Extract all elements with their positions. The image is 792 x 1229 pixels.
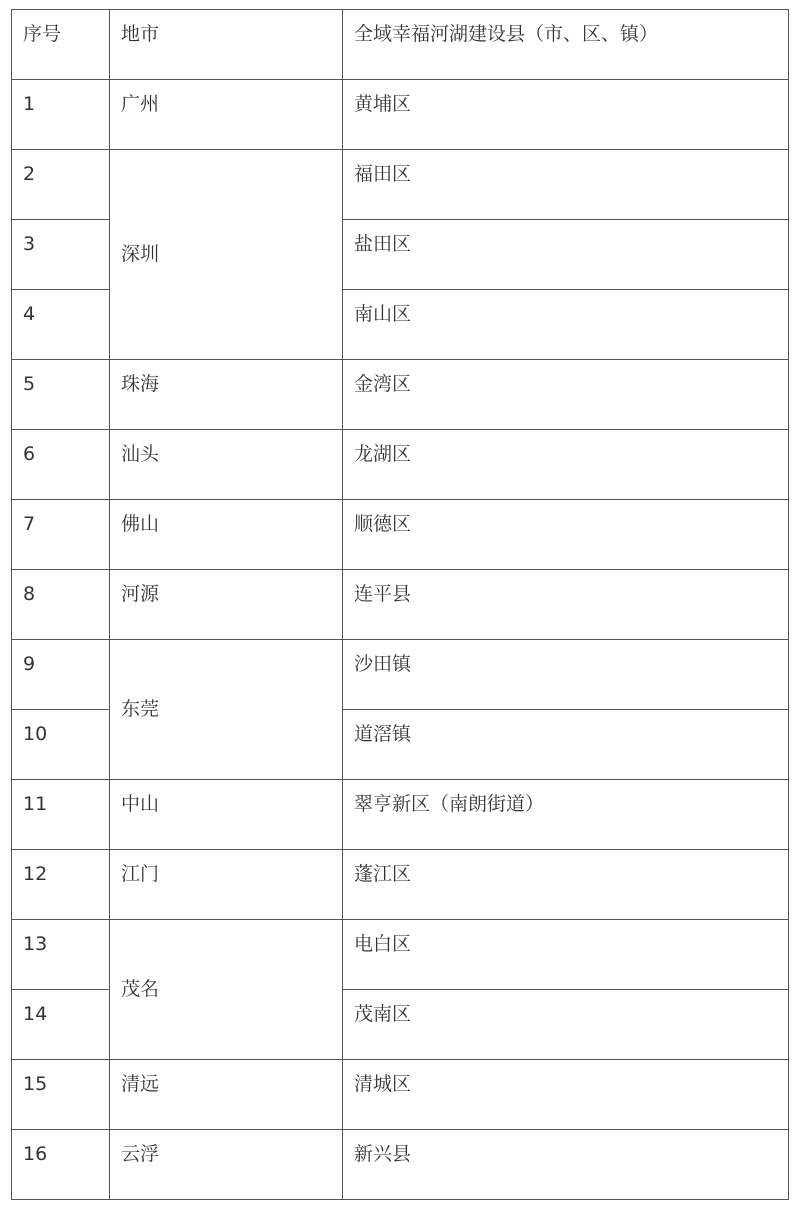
cell-city: 清远	[110, 1060, 343, 1130]
cell-county: 清城区	[343, 1060, 789, 1130]
header-city: 地市	[110, 10, 343, 80]
table-row	[12, 640, 789, 710]
cell-county: 蓬江区	[343, 850, 789, 920]
cell-no: 9	[12, 640, 110, 710]
cell-county: 电白区	[343, 920, 789, 990]
cell-city: 云浮	[110, 1130, 343, 1200]
cell-no: 1	[12, 80, 110, 150]
happy-rivers-table	[11, 9, 789, 1200]
table-row	[12, 850, 789, 920]
cell-county: 沙田镇	[343, 640, 789, 710]
cell-no: 14	[12, 990, 110, 1060]
cell-no: 5	[12, 360, 110, 430]
cell-city: 珠海	[110, 360, 343, 430]
cell-no: 4	[12, 290, 110, 360]
cell-no: 16	[12, 1130, 110, 1200]
cell-no: 6	[12, 430, 110, 500]
cell-city: 广州	[110, 80, 343, 150]
cell-county: 盐田区	[343, 220, 789, 290]
cell-county: 顺德区	[343, 500, 789, 570]
cell-county: 新兴县	[343, 1130, 789, 1200]
cell-no: 7	[12, 500, 110, 570]
cell-city: 佛山	[110, 500, 343, 570]
cell-city: 深圳	[110, 150, 343, 360]
cell-no: 3	[12, 220, 110, 290]
cell-county: 龙湖区	[343, 430, 789, 500]
table-row	[12, 150, 789, 220]
cell-county: 连平县	[343, 570, 789, 640]
header-no: 序号	[12, 10, 110, 80]
table-row	[12, 920, 789, 990]
cell-no: 11	[12, 780, 110, 850]
table-container	[11, 9, 789, 1200]
cell-city: 东莞	[110, 640, 343, 780]
header-county: 全域幸福河湖建设县（市、区、镇）	[343, 10, 789, 80]
cell-county: 黄埔区	[343, 80, 789, 150]
table-header-row	[12, 10, 789, 80]
table-row	[12, 80, 789, 150]
cell-county: 金湾区	[343, 360, 789, 430]
table-row	[12, 1130, 789, 1200]
cell-no: 15	[12, 1060, 110, 1130]
cell-city: 江门	[110, 850, 343, 920]
cell-no: 12	[12, 850, 110, 920]
table-row	[12, 1060, 789, 1130]
cell-county: 道滘镇	[343, 710, 789, 780]
cell-no: 13	[12, 920, 110, 990]
cell-city: 汕头	[110, 430, 343, 500]
cell-county: 南山区	[343, 290, 789, 360]
table-row	[12, 430, 789, 500]
cell-no: 2	[12, 150, 110, 220]
table-row	[12, 780, 789, 850]
cell-city: 中山	[110, 780, 343, 850]
cell-no: 10	[12, 710, 110, 780]
cell-no: 8	[12, 570, 110, 640]
table-row	[12, 360, 789, 430]
cell-county: 茂南区	[343, 990, 789, 1060]
cell-county: 福田区	[343, 150, 789, 220]
table-row	[12, 570, 789, 640]
cell-city: 河源	[110, 570, 343, 640]
table-row	[12, 500, 789, 570]
cell-county: 翠亨新区（南朗街道）	[343, 780, 789, 850]
cell-city: 茂名	[110, 920, 343, 1060]
